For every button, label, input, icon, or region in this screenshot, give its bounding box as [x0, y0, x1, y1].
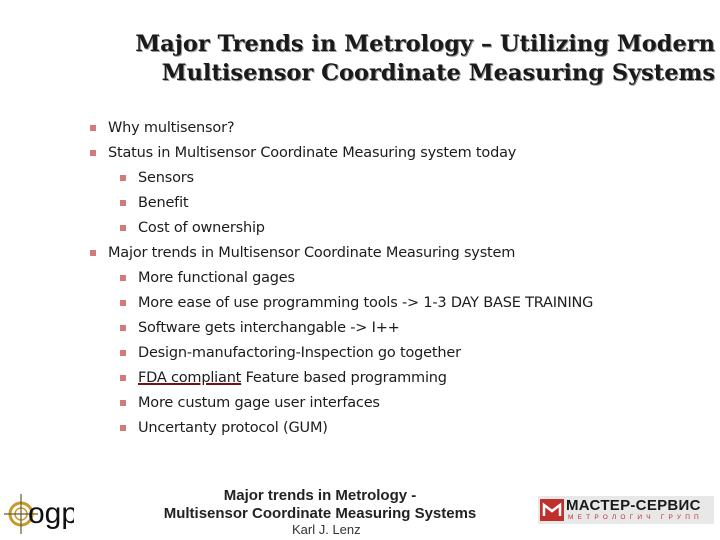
- bullet-text: Sensors: [138, 170, 194, 186]
- fda-compliant-text: FDA compliant: [138, 370, 242, 386]
- bullet-text: Major trends in Multisensor Coordinate Measuring system: [108, 245, 516, 261]
- bullet-text: Design-manufactoring-Inspection go together: [138, 345, 461, 361]
- bullet-text: Status in Multisensor Coordinate Measuring system today: [108, 145, 517, 161]
- slide-title-line2: Multisensor Coordinate Measuring Systems: [161, 60, 715, 86]
- bullet-text: Why multisensor?: [108, 120, 235, 136]
- ogp-logo: [4, 490, 74, 536]
- bullet-marker: [120, 200, 126, 206]
- logo-name: МАСТЕР-СЕРВИС: [566, 497, 701, 514]
- bullet-text: More custum gage user interfaces: [138, 395, 380, 411]
- bullet-marker: [120, 175, 126, 181]
- bullet-marker: [120, 375, 126, 381]
- bullet-marker: [120, 350, 126, 356]
- author-name: Karl J. Lenz: [292, 522, 361, 537]
- bullet-text: More ease of use programming tools -> 1-3 DAY BASE TRAINING: [138, 295, 594, 311]
- ogp-logo-text: ogp: [28, 497, 74, 530]
- bullet-marker: [120, 325, 126, 331]
- bullet-marker: [90, 250, 96, 256]
- slide-title: [60, 30, 715, 88]
- master-service-emblem-icon: [540, 499, 564, 521]
- bullet-text: Uncertanty protocol (GUM): [138, 420, 328, 436]
- footer-title-line2: Multisensor Coordinate Measuring Systems: [163, 505, 477, 522]
- bullet-marker: [120, 275, 126, 281]
- bullet-marker: [120, 425, 126, 431]
- logo-subtitle: МЕТРОЛОГИЧ ГРУПП: [568, 514, 703, 521]
- bullet-marker: [120, 225, 126, 231]
- footer-title: [140, 487, 500, 523]
- bullet-text: [138, 366, 447, 391]
- master-service-logo: [538, 496, 714, 524]
- bullet-marker: [120, 300, 126, 306]
- bullet-text: Cost of ownership: [138, 220, 265, 236]
- bullet-text-rest: Feature based programming: [241, 370, 447, 386]
- ogp-logo-graphic: [4, 490, 74, 536]
- bullet-text: More functional gages: [138, 270, 295, 286]
- bullet-marker: [90, 150, 96, 156]
- bullet-marker: [90, 125, 96, 131]
- bullet-text: Software gets interchangable -> I++: [138, 320, 400, 336]
- footer-title-line1: Major trends in Metrology -: [223, 487, 417, 504]
- bullet-text: Benefit: [138, 195, 189, 211]
- slide-title-line1: Major Trends in Metrology – Utilizing Modern: [135, 31, 715, 57]
- bullet-marker: [120, 400, 126, 406]
